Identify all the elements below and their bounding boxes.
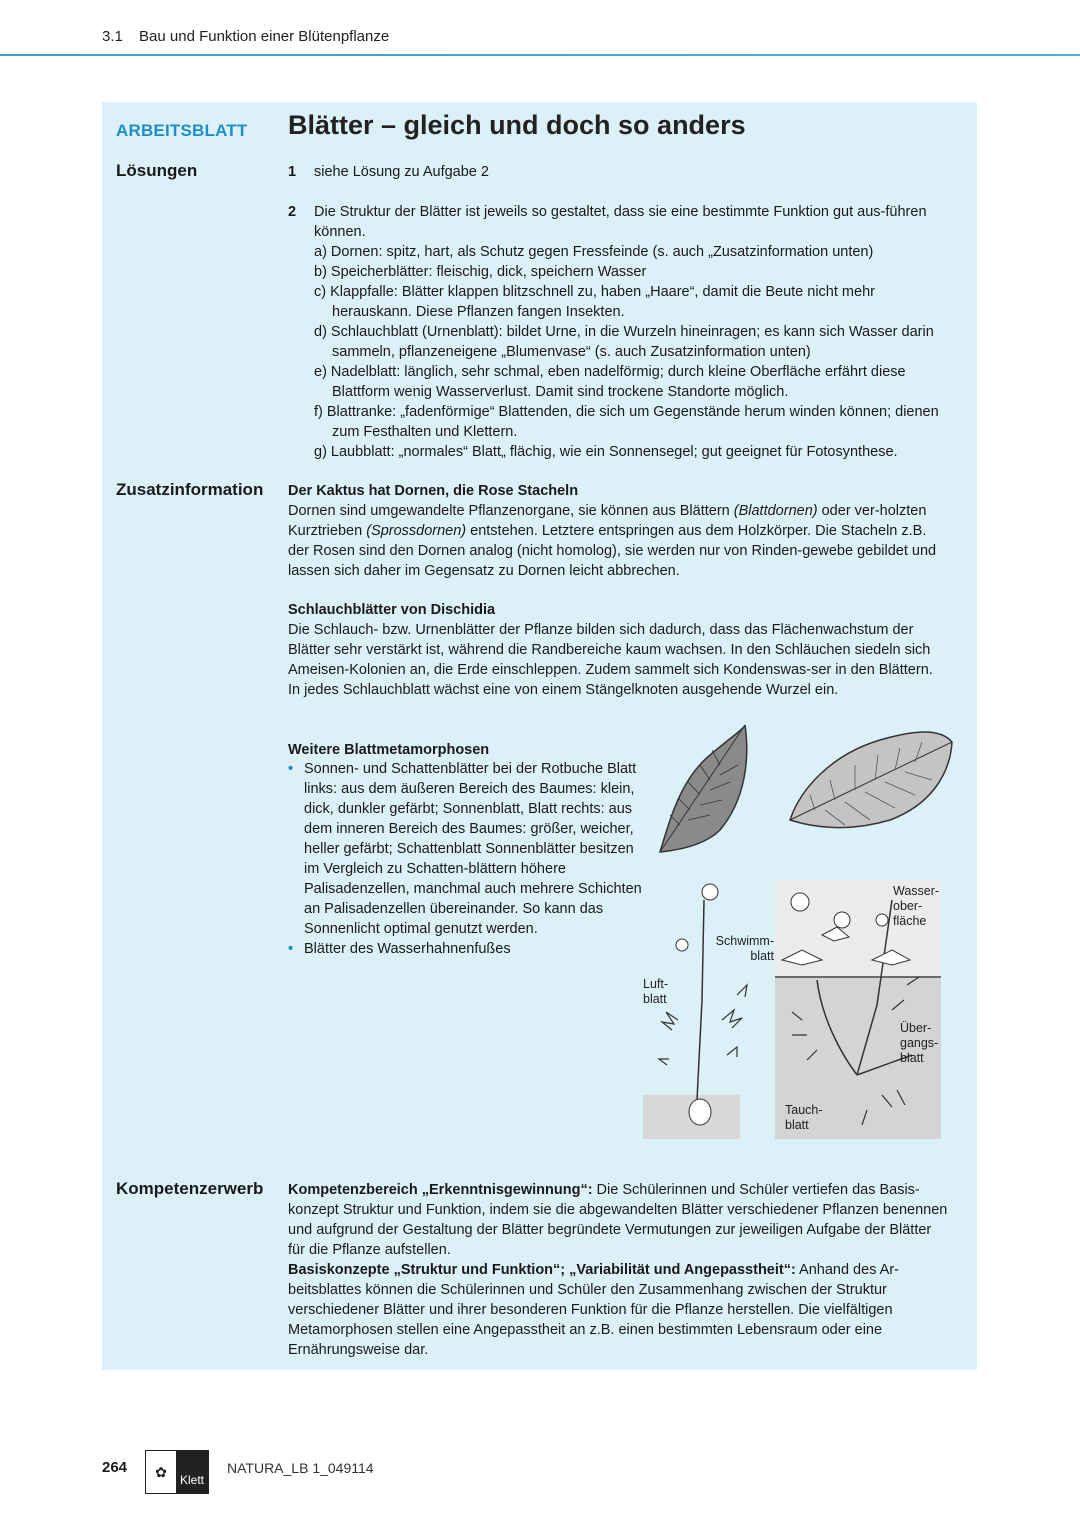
page-title: Blätter – gleich und doch so anders bbox=[288, 110, 746, 140]
item-2g: g) Laubblatt: „normales“ Blatt„ flächig, wie ein Sonnensegel; gut geeignet für Fotosynthese. bbox=[314, 444, 898, 460]
shade-leaf-icon bbox=[790, 732, 952, 828]
list-item: • Blätter des Wasserhahnenfußes bbox=[288, 941, 511, 957]
loesungen-label: Lösungen bbox=[116, 161, 198, 180]
item-2-body bbox=[314, 202, 954, 462]
dischidia-heading: Schlauchblätter von Dischidia bbox=[288, 602, 496, 618]
label-schwimmblatt: Schwimm-blatt bbox=[715, 934, 774, 963]
label-wasseroberflaeche: Wasser-ober-fläche bbox=[893, 884, 940, 928]
beech-leaves-illustration bbox=[650, 720, 960, 860]
item-2f: f) Blattranke: „fadenförmige“ Blattenden, die sich um Gegenstände herum winden können; dienen zum Festhalten und Klettern. bbox=[314, 404, 939, 440]
klett-wordmark: Klett bbox=[176, 1451, 208, 1493]
zusatzinformation-label: Zusatzinformation bbox=[116, 480, 264, 499]
kompetenz-paragraph-2: Basiskonzepte „Struktur und Funktion“; „Variabilität und Angepasstheit“: Anhand des Ar-beitsblattes können die Schülerinnen und Schüler den Zusammenhang zwischen der Struktur verschiedener Blätter und ihrer besonderen Funktion für die Pflanze herstellen. Die vielfältigen Metamorphosen stellen eine Angepasstheit an z.B. einen bestimmten Lebensraum oder eine Ernährungsweise dar. bbox=[288, 1262, 899, 1358]
kaktus-heading: Der Kaktus hat Dornen, die Rose Stacheln bbox=[288, 483, 579, 499]
label-luftblatt: Luft-blatt bbox=[643, 977, 669, 1006]
weitere-list bbox=[288, 759, 648, 959]
dischidia-section bbox=[288, 600, 948, 700]
page-number: 264 bbox=[102, 1459, 128, 1476]
item-1-text: siehe Lösung zu Aufgabe 2 bbox=[314, 164, 489, 180]
klett-logo bbox=[145, 1450, 209, 1494]
item-1-number: 1 bbox=[288, 164, 297, 180]
header-rule bbox=[0, 54, 1080, 56]
label-tauchblatt: Tauch-blatt bbox=[785, 1103, 823, 1132]
sun-leaf-icon bbox=[660, 725, 747, 852]
section-title: Bau und Funktion einer Blütenpflanze bbox=[139, 28, 390, 45]
item-2c: c) Klappfalle: Blätter klappen blitzschnell zu, haben „Haare“, damit die Beute nicht mehr herauskann. Diese Pflanzen fangen Insekten. bbox=[314, 284, 875, 320]
kaktus-text: Dornen sind umgewandelte Pflanzenorgane, sie können aus Blättern (Blattdornen) oder ver-holzten Kurztrieben (Sprossdornen) entstehen. Letztere entspringen aus dem Holzkörper. Die Stacheln z.B. der Rosen sind den Dornen analog (nicht homolog), sie werden nur von Rinden-gewebe gebildet und lassen sich daher im Gegensatz zu Dornen leicht abbrechen. bbox=[288, 503, 937, 579]
arbeitsblatt-label: ARBEITSBLATT bbox=[116, 121, 248, 140]
item-2-number: 2 bbox=[288, 204, 297, 220]
publication-code: NATURA_LB 1_049114 bbox=[227, 1460, 374, 1476]
label-uebergangsblatt: Über-gangs-blatt bbox=[900, 1021, 939, 1065]
weitere-heading: Weitere Blattmetamorphosen bbox=[288, 742, 490, 758]
item-2d: d) Schlauchblatt (Urnenblatt): bildet Urne, in die Wurzeln hineinragen; es kann sich Wasser darin sammeln, pflanzeneigene „Blumenvase“ (s. auch Zusatzinformation unten) bbox=[314, 324, 934, 360]
dischidia-text: Die Schlauch- bzw. Urnenblätter der Pflanze bilden sich dadurch, dass das Flächenwachstum der Blätter sehr verstärkt ist, während die Randbereiche kaum wachsen. In den Schläuchen siedeln sich Ameisen-Kolonien an, die Erde einschleppen. Zudem sammelt sich Kondenswas-ser in den Blättern. In jedes Schlauchblatt wächst eine von einem Stängelknoten ausgehende Wurzel ein. bbox=[288, 622, 933, 698]
kompetenzerwerb-text bbox=[288, 1180, 948, 1360]
klett-logo-icon: ✿ bbox=[146, 1451, 176, 1493]
kaktus-section bbox=[288, 481, 948, 581]
section-number: 3.1 bbox=[102, 28, 123, 45]
kompetenz-paragraph-1: Kompetenzbereich „Erkenntnisgewinnung“: Die Schülerinnen und Schüler vertiefen das Basis-konzept Struktur und Funktion, indem sie die abgewandelten Blätter verschiedener Pflanzen benennen und aufgrund der Gestaltung der Blätter begründete Vermutungen zur jeweiligen Aufgabe der Blätter für die Pflanze aufstellen. bbox=[288, 1182, 948, 1258]
kompetenzerwerb-label: Kompetenzerwerb bbox=[116, 1179, 264, 1198]
list-item: • Sonnen- und Schattenblätter bei der Rotbuche Blatt links: aus dem äußeren Bereich des Baumes: klein, dick, dunkler gefärbt; Sonnenblatt, Blatt rechts: aus dem inneren Bereich des Baumes: größer, weicher, heller gefärbt; Schattenblatt Sonnenblätter besitzen im Vergleich zu Schatten-blättern höhere Palisadenzellen, manchmal auch mehrere Schichten an Palisadenzellen übereinander. So kann das Sonnenlicht optimal genutzt werden. bbox=[288, 761, 642, 937]
running-header bbox=[102, 28, 389, 45]
item-2e: e) Nadelblatt: länglich, sehr schmal, eben nadelförmig; durch kleine Oberfläche erfährt diese Blattform wenig Wasserverlust. Damit sind trockene Standorte möglich. bbox=[314, 364, 906, 400]
item-2-intro: Die Struktur der Blätter ist jeweils so gestaltet, dass sie eine bestimmte Funktion gut aus-führen können. bbox=[314, 204, 927, 240]
item-2b: b) Speicherblätter: fleischig, dick, speichern Wasser bbox=[314, 264, 647, 280]
item-2a: a) Dornen: spitz, hart, als Schutz gegen Fressfeinde (s. auch „Zusatzinformation unten) bbox=[314, 244, 874, 260]
